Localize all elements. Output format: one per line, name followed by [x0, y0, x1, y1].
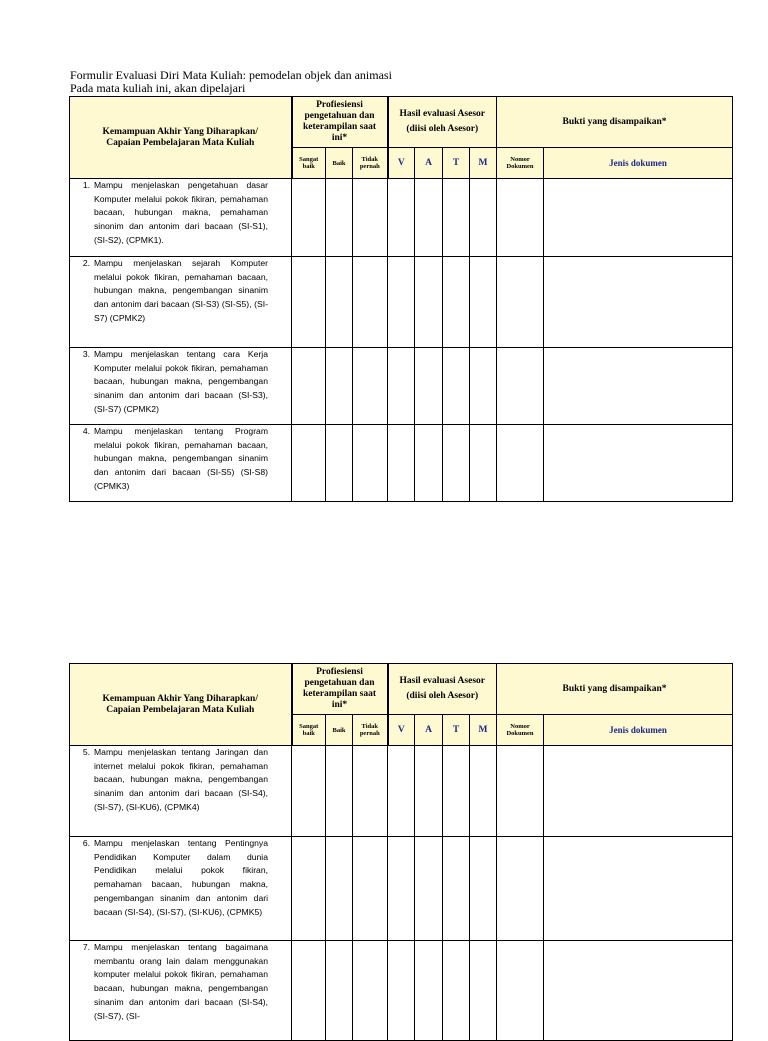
- cell-tidak-pernah[interactable]: [353, 257, 388, 348]
- cell-baik[interactable]: [326, 257, 353, 348]
- cell-jenis-dokumen[interactable]: [544, 746, 733, 837]
- form-title: Formulir Evaluasi Diri Mata Kuliah: pemodelan objek dan animasi: [70, 68, 392, 82]
- cell-m[interactable]: [470, 348, 497, 425]
- cell-nomor-dokumen[interactable]: [497, 348, 544, 425]
- cell-baik[interactable]: [326, 179, 353, 257]
- header-profisiensi: Profiesiensi pengetahuan dan keterampilan saat ini*: [292, 664, 388, 715]
- header-jenis-dokumen: Jenis dokumen: [544, 148, 733, 179]
- cell-nomor-dokumen[interactable]: [497, 837, 544, 941]
- row-description: Mampu menjelaskan tentang bagaimana membantu orang lain dalam menggunakan komputer melalui pokok fikiran, pemahaman bacaan, hubungan makna, pengembangan sinanim dan antonim dari bacaan (SI-S4), (SI-S7), (SI-: [94, 942, 268, 1021]
- cell-t[interactable]: [443, 837, 470, 941]
- header-v: V: [388, 148, 415, 179]
- row-description: Mampu menjelaskan tentang cara Kerja Komputer melalui pokok fikiran, pemahaman bacaan, hubungan makna, pengembangan sinanim dan antonim dari bacaan (SI-S3), (SI-S7) (CPMK2): [94, 349, 268, 414]
- header-bukti: Bukti yang disampaikan*: [497, 664, 733, 715]
- cell-jenis-dokumen[interactable]: [544, 179, 733, 257]
- evaluation-table-1: [69, 96, 733, 502]
- header-m: M: [470, 148, 497, 179]
- row-number: 7.: [82, 942, 90, 952]
- cell-t[interactable]: [443, 179, 470, 257]
- header-nomor-dokumen: Nomor Dokumen: [497, 715, 544, 746]
- table-row: [70, 746, 733, 837]
- cell-baik[interactable]: [326, 746, 353, 837]
- cell-m[interactable]: [470, 179, 497, 257]
- row-description: Mampu menjelaskan pengetahuan dasar Komputer melalui pokok fikiran, pemahaman bacaan, hubungan makna, pemahaman sinonim dan antonim dari bacaan (SI-S1), (SI-S2), (CPMK1).: [94, 180, 268, 245]
- header-sangat-baik: Sangat baik: [292, 715, 326, 746]
- header-kemampuan: Kemampuan Akhir Yang Diharapkan/ Capaian Pembelajaran Mata Kuliah: [70, 97, 292, 179]
- cell-sangat-baik[interactable]: [292, 348, 326, 425]
- cell-sangat-baik[interactable]: [292, 179, 326, 257]
- header-baik: Baik: [326, 148, 353, 179]
- header-a: A: [415, 715, 443, 746]
- cell-t[interactable]: [443, 746, 470, 837]
- cell-nomor-dokumen[interactable]: [497, 179, 544, 257]
- cell-baik[interactable]: [326, 941, 353, 1041]
- header-t: T: [443, 148, 470, 179]
- evaluation-table-2: [69, 663, 733, 1041]
- cell-a[interactable]: [415, 348, 443, 425]
- cell-sangat-baik[interactable]: [292, 425, 326, 502]
- header-sangat-baik: Sangat baik: [292, 148, 326, 179]
- row-number: 6.: [82, 838, 90, 848]
- cell-t[interactable]: [443, 941, 470, 1041]
- cell-jenis-dokumen[interactable]: [544, 837, 733, 941]
- cell-nomor-dokumen[interactable]: [497, 257, 544, 348]
- cell-tidak-pernah[interactable]: [353, 348, 388, 425]
- cell-tidak-pernah[interactable]: [353, 179, 388, 257]
- cell-baik[interactable]: [326, 837, 353, 941]
- row-description: Mampu menjelaskan sejarah Komputer melalui pokok fikiran, pemahaman bacaan, hubungan makna, pengembangan sinanim dan antonim dari bacaan (SI-S3) (SI-S5), (SI-S7) (CPMK2): [94, 258, 268, 323]
- cell-v[interactable]: [388, 837, 415, 941]
- cell-t[interactable]: [443, 425, 470, 502]
- cell-sangat-baik[interactable]: [292, 941, 326, 1041]
- table-row: [70, 837, 733, 941]
- row-number: 5.: [82, 747, 90, 757]
- cell-sangat-baik[interactable]: [292, 837, 326, 941]
- cell-v[interactable]: [388, 179, 415, 257]
- form-subtitle: Pada mata kuliah ini, akan dipelajari: [70, 81, 246, 95]
- cell-tidak-pernah[interactable]: [353, 837, 388, 941]
- cell-t[interactable]: [443, 257, 470, 348]
- table-row: [70, 257, 733, 348]
- header-hasil-evaluasi: Hasil evaluasi Asesor (diisi oleh Asesor): [388, 664, 497, 715]
- row-number: 4.: [82, 426, 90, 436]
- row-description: Mampu menjelaskan tentang Program melalui pokok fikiran, pemahaman bacaan, hubungan makna, pengembangan sinanim dan antonim dari bacaan (SI-S5) (SI-S8) (CPMK3): [94, 426, 268, 491]
- header-hasil-evaluasi: Hasil evaluasi Asesor (diisi oleh Asesor): [388, 97, 497, 148]
- row-description: Mampu menjelaskan tentang Jaringan dan internet melalui pokok fikiran, pemahaman bacaan, hubungan makna, pengembangan sinanim dan antonim dari bacaan (SI-S4), (SI-S7), (SI-KU6), (CPMK4): [94, 747, 268, 812]
- cell-m[interactable]: [470, 837, 497, 941]
- cell-a[interactable]: [415, 425, 443, 502]
- table-row: [70, 348, 733, 425]
- cell-nomor-dokumen[interactable]: [497, 746, 544, 837]
- table-row: [70, 425, 733, 502]
- cell-a[interactable]: [415, 941, 443, 1041]
- cell-jenis-dokumen[interactable]: [544, 425, 733, 502]
- cell-m[interactable]: [470, 746, 497, 837]
- cell-jenis-dokumen[interactable]: [544, 257, 733, 348]
- row-number: 3.: [82, 349, 90, 359]
- cell-a[interactable]: [415, 746, 443, 837]
- cell-sangat-baik[interactable]: [292, 746, 326, 837]
- header-bukti: Bukti yang disampaikan*: [497, 97, 733, 148]
- header-a: A: [415, 148, 443, 179]
- cell-sangat-baik[interactable]: [292, 257, 326, 348]
- cell-tidak-pernah[interactable]: [353, 746, 388, 837]
- header-tidak-pernah: Tidak pernah: [353, 715, 388, 746]
- cell-baik[interactable]: [326, 425, 353, 502]
- header-baik: Baik: [326, 715, 353, 746]
- table-row: [70, 941, 733, 1041]
- header-jenis-dokumen: Jenis dokumen: [544, 715, 733, 746]
- cell-m[interactable]: [470, 941, 497, 1041]
- cell-m[interactable]: [470, 257, 497, 348]
- cell-baik[interactable]: [326, 348, 353, 425]
- header-kemampuan: Kemampuan Akhir Yang Diharapkan/ Capaian Pembelajaran Mata Kuliah: [70, 664, 292, 746]
- cell-tidak-pernah[interactable]: [353, 425, 388, 502]
- cell-v[interactable]: [388, 941, 415, 1041]
- cell-v[interactable]: [388, 348, 415, 425]
- row-number: 1.: [82, 180, 90, 190]
- row-number: 2.: [82, 258, 90, 268]
- cell-a[interactable]: [415, 837, 443, 941]
- cell-v[interactable]: [388, 746, 415, 837]
- cell-a[interactable]: [415, 179, 443, 257]
- cell-t[interactable]: [443, 348, 470, 425]
- header-tidak-pernah: Tidak pernah: [353, 148, 388, 179]
- header-m: M: [470, 715, 497, 746]
- table-row: [70, 179, 733, 257]
- row-description: Mampu menjelaskan tentang Pentingnya Pendidikan Komputer dalam dunia Pendidikan melalui pokok fikiran, pemahaman bacaan, hubungan makna, pengembangan sinanim dan antonim dari bacaan (SI-S4), (SI-S7), (SI-KU6), (CPMK5): [94, 838, 268, 917]
- cell-jenis-dokumen[interactable]: [544, 941, 733, 1041]
- cell-nomor-dokumen[interactable]: [497, 425, 544, 502]
- cell-a[interactable]: [415, 257, 443, 348]
- intro-text: [70, 69, 392, 95]
- header-nomor-dokumen: Nomor Dokumen: [497, 148, 544, 179]
- cell-v[interactable]: [388, 425, 415, 502]
- cell-m[interactable]: [470, 425, 497, 502]
- cell-v[interactable]: [388, 257, 415, 348]
- cell-tidak-pernah[interactable]: [353, 941, 388, 1041]
- cell-jenis-dokumen[interactable]: [544, 348, 733, 425]
- header-t: T: [443, 715, 470, 746]
- header-v: V: [388, 715, 415, 746]
- cell-nomor-dokumen[interactable]: [497, 941, 544, 1041]
- header-profisiensi: Profiesiensi pengetahuan dan keterampilan saat ini*: [292, 97, 388, 148]
